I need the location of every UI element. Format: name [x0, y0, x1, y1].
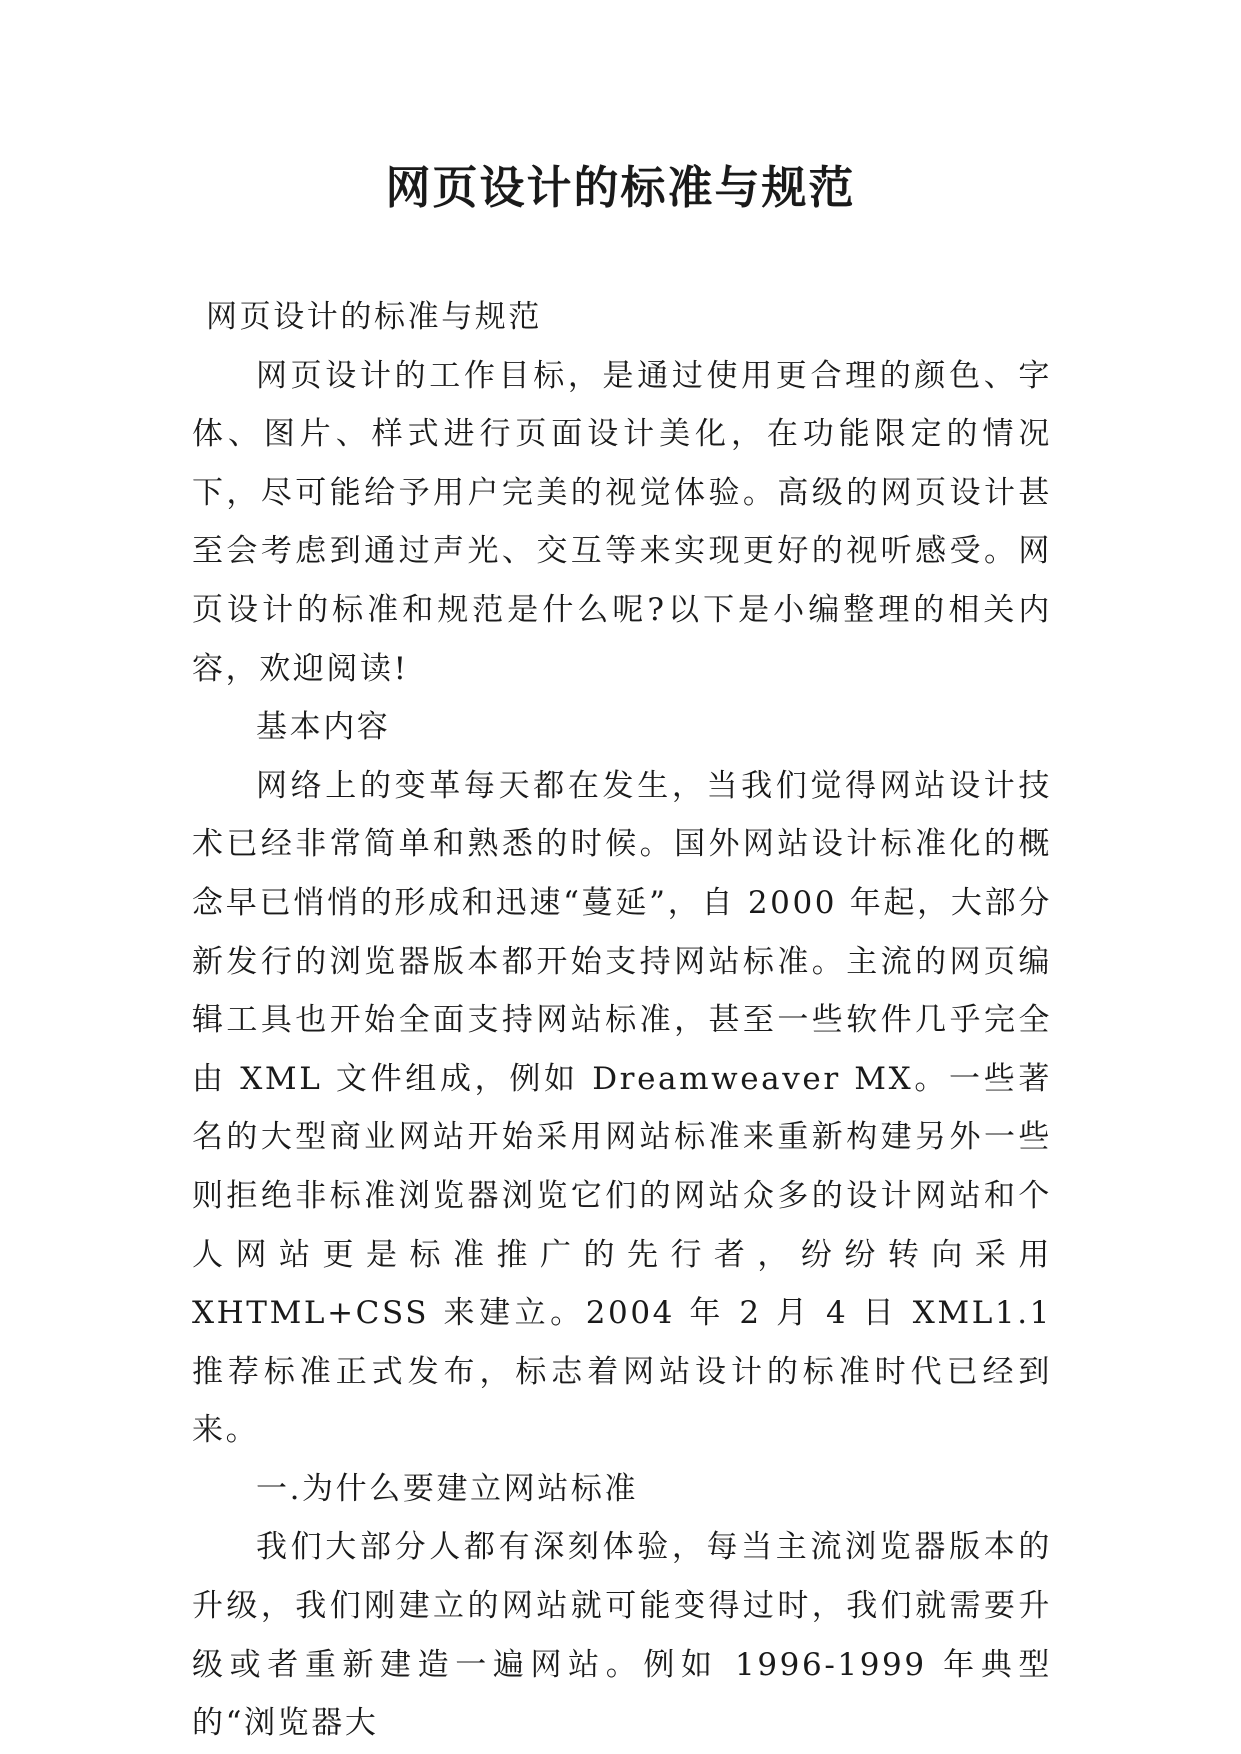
paragraph-subtitle: 网页设计的标准与规范 — [206, 299, 542, 335]
document-body — [192, 288, 1052, 1753]
document-title: 网页设计的标准与规范 — [385, 161, 856, 214]
paragraph-background: 网络上的变革每天都在发生，当我们觉得网站设计技术已经非常简单和熟悉的时候。国外网站设计标准化的概念早已悄悄的形成和迅速“蔓延”，自 2000 年起，大部分新发行的浏览器版本都开始支持网站标准。主流的网页编辑工具也开始全面支持网站标准，甚至一些软件几乎完全由 XML 文件组成，例如 Dreamweaver MX。一些著名的大型商业网站开始采用网站标准来重新构建另外一些则拒绝非标准浏览器浏览它们的网站众多的设计网站和个人网站更是标准推广的先行者，纷纷转向采用 XHTML+CSS 来建立。2004 年 2 月 4 日 XML1.1 推荐标准正式发布，标志着网站设计的标准时代已经到来。 — [192, 767, 1052, 1449]
section-heading-basic-content: 基本内容 — [256, 709, 391, 746]
section-heading-why-standards: 一.为什么要建立网站标准 — [256, 1470, 639, 1507]
paragraph-intro: 网页设计的工作目标，是通过使用更合理的颜色、字体、图片、样式进行页面设计美化，在功能限定的情况下，尽可能给予用户完美的视觉体验。高级的网页设计甚至会考虑到通过声光、交互等来实现更好的视听感受。网页设计的标准和规范是什么呢?以下是小编整理的相关内容，欢迎阅读! — [192, 357, 1052, 687]
paragraph-why-standards: 我们大部分人都有深刻体验，每当主流浏览器版本的升级，我们刚建立的网站就可能变得过时，我们就需要升级或者重新建造一遍网站。例如 1996-1999 年典型的“浏览器大 — [192, 1529, 1052, 1742]
